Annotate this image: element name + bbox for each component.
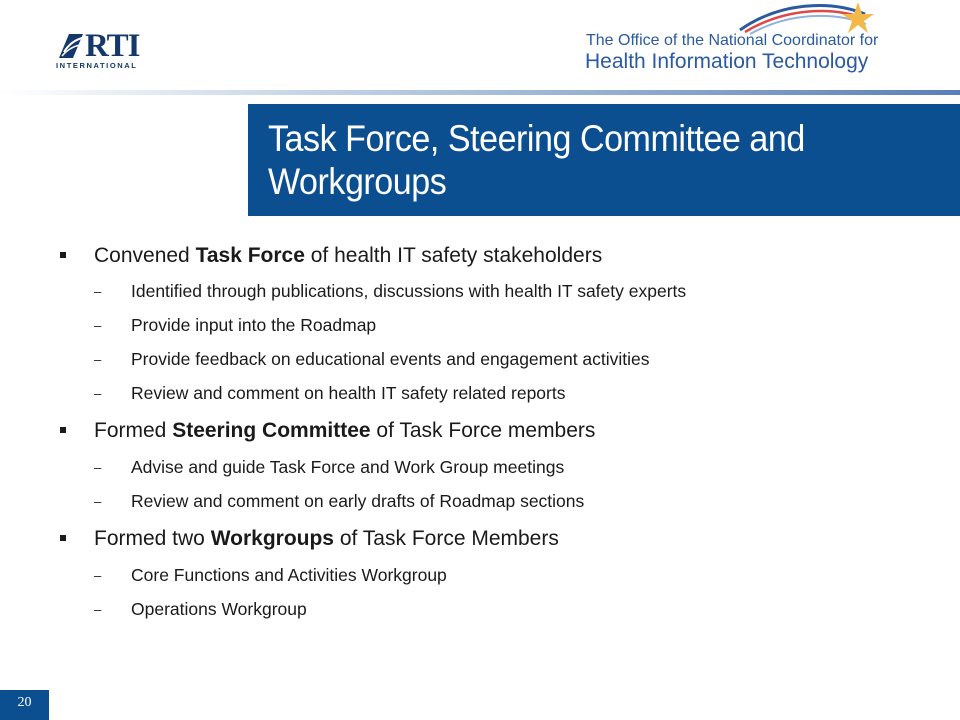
dash-bullet-icon: – <box>94 494 102 509</box>
sub-bullet-item: – Provide feedback on educational events and engagement activities <box>94 349 650 369</box>
header-divider <box>0 90 960 95</box>
onc-logo <box>580 0 910 85</box>
dash-bullet-icon: – <box>94 602 102 617</box>
rti-wordmark: RTI <box>85 28 140 64</box>
dash-bullet-icon: – <box>94 386 102 401</box>
square-bullet-icon <box>60 535 66 541</box>
dash-bullet-icon: – <box>94 352 102 367</box>
bullet-item: Formed two Workgroups of Task Force Members <box>94 527 559 551</box>
sub-bullet-item: – Identified through publications, discussions with health IT safety experts <box>94 281 687 301</box>
dash-bullet-icon: – <box>94 568 102 583</box>
sub-bullet-item: – Review and comment on health IT safety related reports <box>94 383 566 403</box>
title-bar <box>248 104 960 216</box>
sub-bullet-item: – Review and comment on early drafts of Roadmap sections <box>94 491 585 511</box>
dash-bullet-icon: – <box>94 284 102 299</box>
rti-globe-icon <box>55 32 85 60</box>
sub-bullet-item: – Operations Workgroup <box>94 599 307 619</box>
dash-bullet-icon: – <box>94 460 102 475</box>
bullet-item: Convened Task Force of health IT safety stakeholders <box>94 244 602 268</box>
dash-bullet-icon: – <box>94 318 102 333</box>
bullet-item: Formed Steering Committee of Task Force members <box>94 419 595 443</box>
onc-line2: Health Information Technology <box>585 50 869 73</box>
slide-title: Task Force, Steering Committee and Workgroups <box>268 118 805 202</box>
rti-logo <box>55 30 165 78</box>
page-number: 20 <box>0 690 49 720</box>
square-bullet-icon <box>60 252 66 258</box>
onc-line1: The Office of the National Coordinator for <box>586 32 879 49</box>
sub-bullet-item: – Advise and guide Task Force and Work Group meetings <box>94 457 565 477</box>
sub-bullet-item: – Core Functions and Activities Workgroup <box>94 565 447 585</box>
square-bullet-icon <box>60 427 66 433</box>
rti-tagline: INTERNATIONAL <box>56 61 138 70</box>
sub-bullet-item: – Provide input into the Roadmap <box>94 315 377 335</box>
